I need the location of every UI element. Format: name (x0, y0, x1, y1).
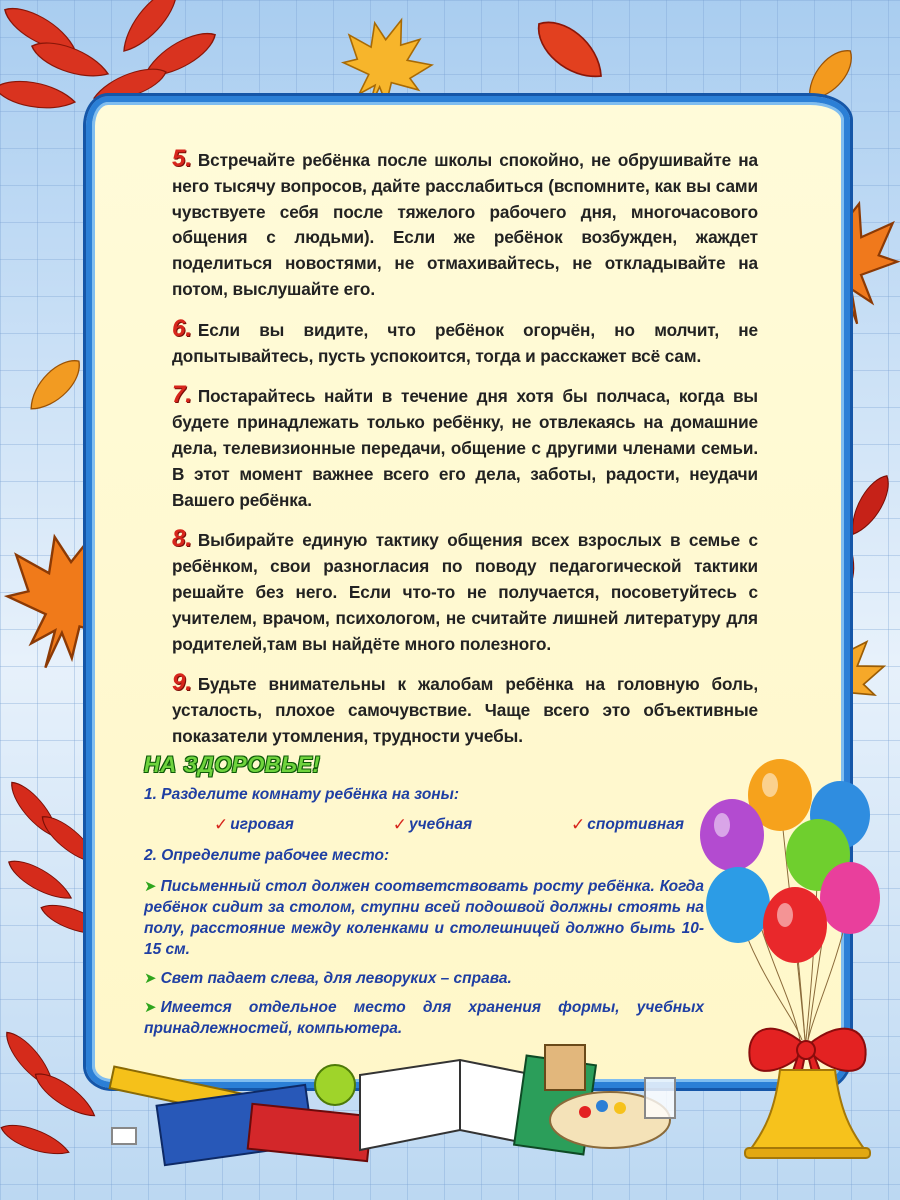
item-text: Выбирайте единую тактику общения всех взрослых в семье с ребёнком, свои разногласия по поводу педагогической тактики решайте без него. Если что-то не получается, посоветуйтесь с учителем, врачом, психологом, не считайте лишней литературу для родителей,там вы найдёте много полезного. (172, 530, 758, 654)
advice-item-9 (172, 670, 758, 749)
zone-sport: ✓ спортивная (571, 815, 684, 834)
item-number: 6. (172, 314, 192, 342)
arrow-icon: ➤ (144, 878, 157, 895)
health-section (144, 752, 704, 1047)
book-icon (157, 1085, 314, 1165)
item-number: 8. (172, 525, 192, 553)
item-number: 5. (172, 145, 192, 172)
health-item-2: 2. Определите рабочее место: (144, 847, 390, 864)
workplace-bullet: ➤ Письменный стол должен соответствовать росту ребёнка. Когда ребёнок сидит за столом, ступни всей подошвой должны стоять на полу, расстояние между коленками и столешницей должно быть 10-15 см. (144, 878, 704, 958)
workplace-bullet: ➤ Свет падает слева, для леворуких – справа. (144, 970, 512, 987)
check-icon: ✓ (214, 815, 229, 834)
advice-item-7 (172, 382, 758, 513)
item-number: 9. (172, 669, 192, 697)
health-title: НА ЗДОРОВЬЕ! (144, 752, 321, 777)
check-icon: ✓ (392, 815, 407, 834)
item-text: Постарайтесь найти в течение дня хотя бы полчаса, когда вы будете принадлежать только ребёнку, не отвлекаясь на домашние дела, телевизионные передачи, общение с другими членами семьи. В этот момент важнее всего его дела, заботы, радости, неудачи Вашего ребёнка. (172, 386, 758, 510)
workplace-bullet: ➤ Имеется отдельное место для хранения формы, учебных принадлежностей, компьютера. (144, 999, 704, 1037)
advice-item-6 (172, 316, 758, 370)
item-number: 7. (172, 381, 192, 409)
zone-study: ✓ учебная (392, 815, 473, 834)
zones-list (214, 815, 684, 835)
check-icon: ✓ (571, 815, 586, 834)
arrow-icon: ➤ (144, 970, 157, 987)
advice-item-8 (172, 526, 758, 657)
leaf-icon (22, 352, 88, 418)
arrow-icon: ➤ (144, 999, 157, 1016)
book-icon (248, 1104, 372, 1161)
item-text: Если вы видите, что ребёнок огорчён, но молчит, не допытывайтесь, пусть успокоится, тогда и расскажет всё сам. (172, 319, 758, 366)
item-text: Будьте внимательны к жалобам ребёнка на головную боль, усталость, плохое самочувствие. Чаще всего это объективные показатели утомления, трудности учебы. (172, 674, 758, 746)
advice-item-5 (172, 146, 758, 303)
advice-list (172, 146, 758, 763)
leaf-icon (528, 11, 612, 90)
eraser-icon (112, 1128, 136, 1144)
item-text: Встречайте ребёнка после школы спокойно, не обрушивайте на него тысячу вопросов, дайте расслабиться (вспомните, как вы сами чувствуете себя после тяжелого рабочего дня, многочасового общения с людьми). Если же ребёнок возбужден, жаждет поделиться новостями, не отмахивайтесь, не откладывайте на потом, выслушайте его. (172, 150, 758, 299)
zone-play: ✓ игровая (214, 815, 294, 834)
palette-icon (550, 1092, 670, 1148)
health-item-1: 1. Разделите комнату ребёнка на зоны: (144, 786, 460, 803)
